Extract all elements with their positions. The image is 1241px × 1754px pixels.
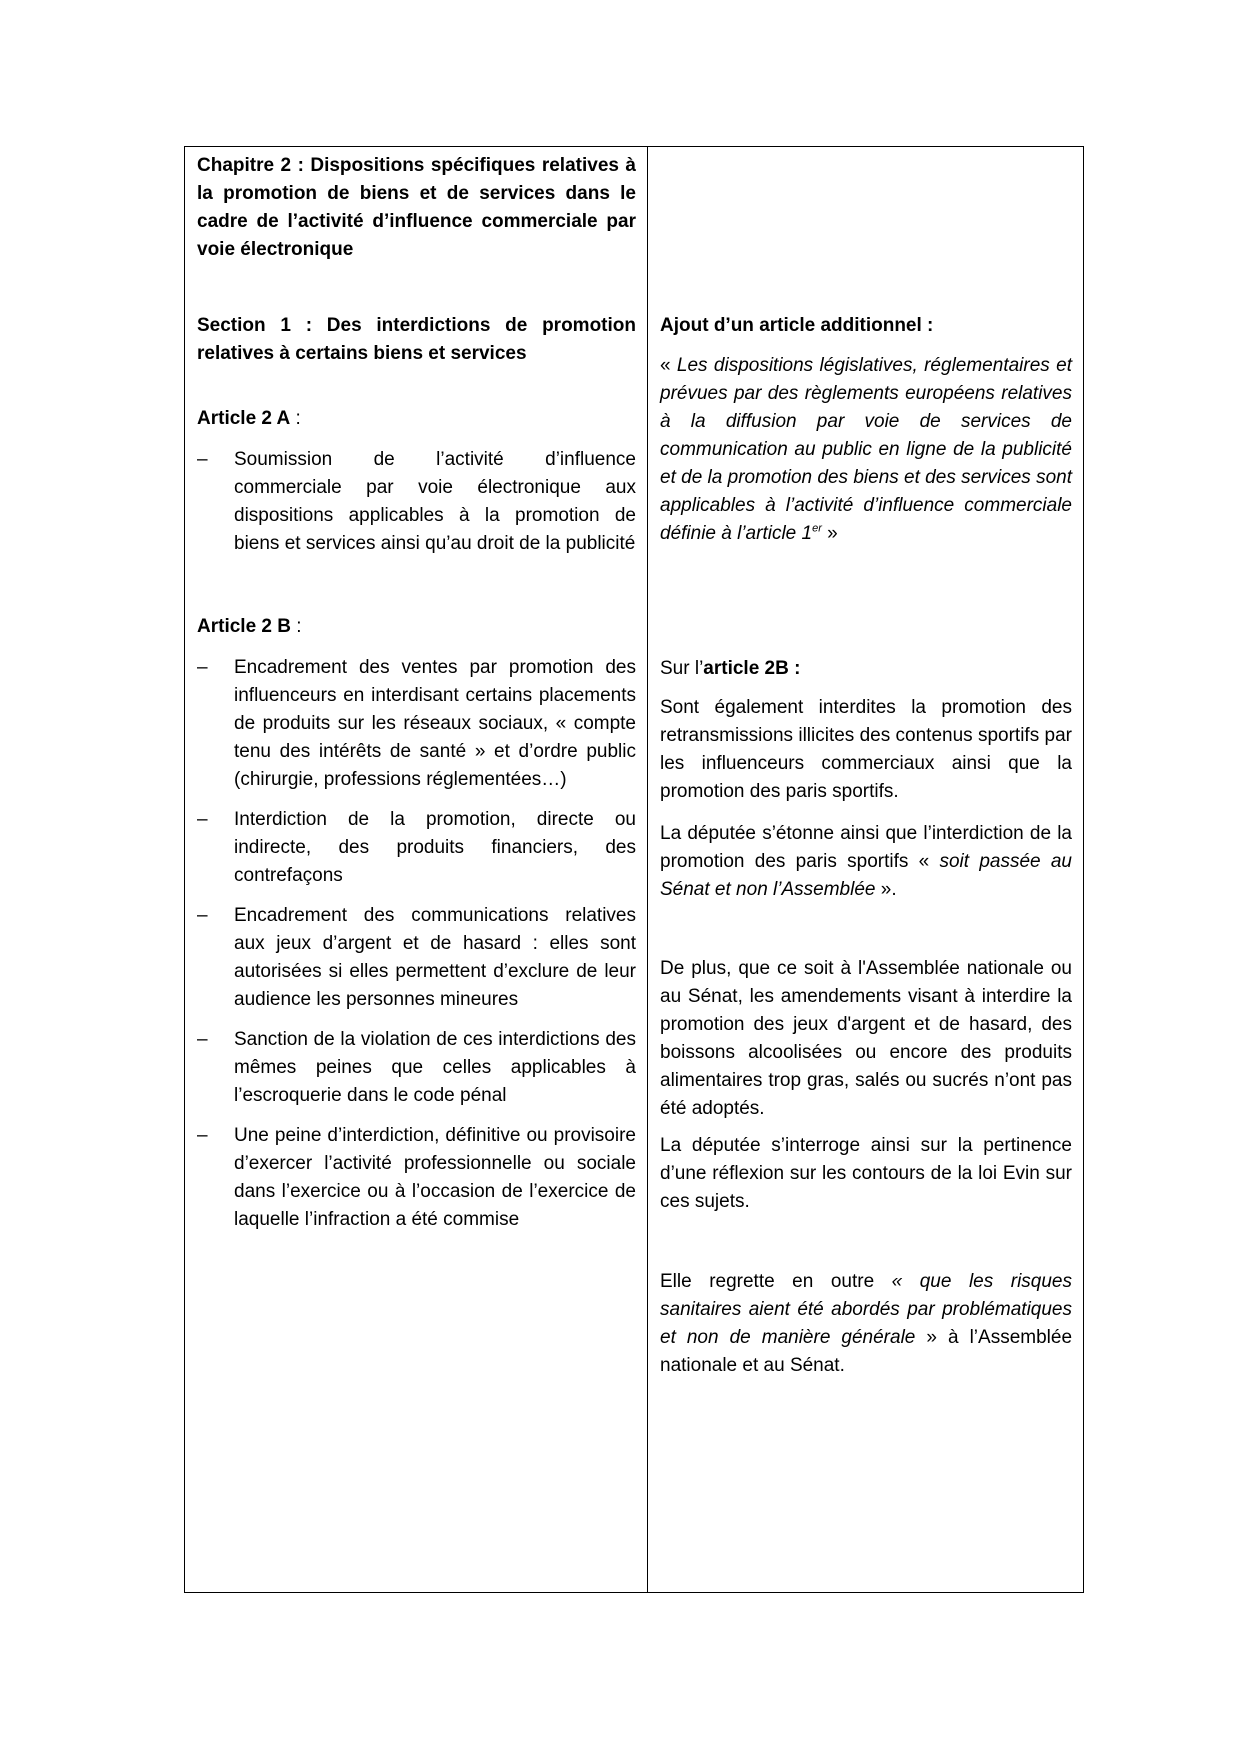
article-2b-list-wrap bbox=[197, 654, 636, 1246]
p2-start: La députée s’étonne ainsi que l’interdiction de la promotion des paris sportifs « bbox=[660, 823, 1072, 872]
section-title: Section 1 : Des interdictions de promotion relatives à certains biens et services bbox=[197, 315, 636, 364]
article-2a-heading bbox=[197, 405, 636, 433]
sur-article-2b-heading bbox=[660, 655, 1072, 683]
paragraph-1: Sont également interdites la promotion des retransmissions illicites des contenus sportifs par les influenceurs commerciaux ainsi que la promotion des paris sportifs. bbox=[660, 697, 1072, 802]
article-2a-list-wrap bbox=[197, 446, 636, 570]
dash-bullet-icon: – bbox=[197, 657, 208, 678]
list-item bbox=[197, 654, 636, 794]
paragraph-2 bbox=[660, 820, 1072, 904]
p2-end: ». bbox=[875, 879, 897, 900]
dash-bullet-icon: – bbox=[197, 449, 208, 470]
ajout-sup: er bbox=[812, 522, 822, 535]
list-item-text: Soumission de l’activité d’influence commerciale par voie électronique aux dispositions applicables à la promotion de biens et services ainsi qu’au droit de la publicité bbox=[234, 449, 636, 554]
article-2b-label: Article 2 B bbox=[197, 616, 291, 637]
dash-bullet-icon: – bbox=[197, 1029, 208, 1050]
p5-italic: « que les risques sanitaires aient été abordés par problématiques et non de manière générale bbox=[660, 1271, 1072, 1348]
list-item bbox=[197, 1026, 636, 1110]
list-item-text: Une peine d’interdiction, définitive ou provisoire d’exercer l’activité professionnelle ou sociale dans l’exercice ou à l’occasion de l’exercice de laquelle l’infraction a été commise bbox=[234, 1125, 636, 1230]
dash-bullet-icon: – bbox=[197, 905, 208, 926]
list-item bbox=[197, 446, 636, 558]
ajout-close: » bbox=[821, 523, 838, 544]
list-item-text: Encadrement des ventes par promotion des influenceurs en interdisant certains placements de produits sur les réseaux sociaux, « compte tenu des intérêts de santé » et d’ordre public (chirurgie, professions réglementées…) bbox=[234, 657, 636, 790]
ajout-quote bbox=[660, 352, 1072, 548]
list-item bbox=[197, 806, 636, 890]
p5-start: Elle regrette en outre bbox=[660, 1271, 892, 1292]
article-2b-list bbox=[197, 654, 636, 1234]
list-item-text: Encadrement des communications relatives aux jeux d’argent et de hasard : elles sont autorisées si elles permettent d’exclure de leur audience les personnes mineures bbox=[234, 905, 636, 1010]
p2-italic: soit passée au Sénat et non l’Assemblée bbox=[660, 851, 1072, 900]
chapter-title: Chapitre 2 : Dispositions spécifiques relatives à la promotion de biens et de services dans le cadre de l’activité d’influence commerciale par voie électronique bbox=[197, 155, 636, 260]
list-item bbox=[197, 1122, 636, 1234]
left-column bbox=[185, 147, 648, 1592]
sur-prefix: Sur l’ bbox=[660, 658, 704, 679]
right-column bbox=[648, 147, 1083, 1592]
dash-bullet-icon: – bbox=[197, 809, 208, 830]
ajout-quote-text: Les dispositions législatives, réglementaires et prévues par des règlements européens relatives à la diffusion par voie de services de communication au public en ligne de la publicité et de la promotion des biens et des services sont applicables à l’activité d’influence commerciale définie à l’article 1 bbox=[660, 355, 1072, 544]
p5-end: » à l’Assemblée nationale et au Sénat. bbox=[660, 1327, 1073, 1376]
paragraph-3: De plus, que ce soit à l'Assemblée nationale ou au Sénat, les amendements visant à interdire la promotion des jeux d'argent et de hasard, des boissons alcoolisées ou encore des produits alimentaires trop gras, salés ou sucrés n’ont pas été adoptés. bbox=[660, 958, 1072, 1119]
list-item-text: Interdiction de la promotion, directe ou indirecte, des produits financiers, des contrefaçons bbox=[234, 809, 636, 886]
paragraph-5 bbox=[660, 1268, 1072, 1380]
article-2b-suffix: : bbox=[290, 616, 302, 637]
list-item-text: Sanction de la violation de ces interdictions des mêmes peines que celles applicables à l’escroquerie dans le code pénal bbox=[234, 1029, 636, 1106]
list-item bbox=[197, 902, 636, 1014]
dash-bullet-icon: – bbox=[197, 1125, 208, 1146]
sur-bold: article 2B : bbox=[703, 658, 801, 679]
article-2a-suffix: : bbox=[290, 408, 301, 429]
ajout-title: Ajout d’un article additionnel : bbox=[660, 315, 934, 336]
article-2a-list bbox=[197, 446, 636, 558]
paragraph-4: La députée s’interroge ainsi sur la pertinence d’une réflexion sur les contours de la loi Evin sur ces sujets. bbox=[660, 1135, 1072, 1212]
ajout-open: « bbox=[660, 355, 677, 376]
article-2a-label: Article 2 A bbox=[197, 408, 291, 429]
two-column-table bbox=[184, 146, 1084, 1593]
article-2b-heading bbox=[197, 613, 636, 641]
